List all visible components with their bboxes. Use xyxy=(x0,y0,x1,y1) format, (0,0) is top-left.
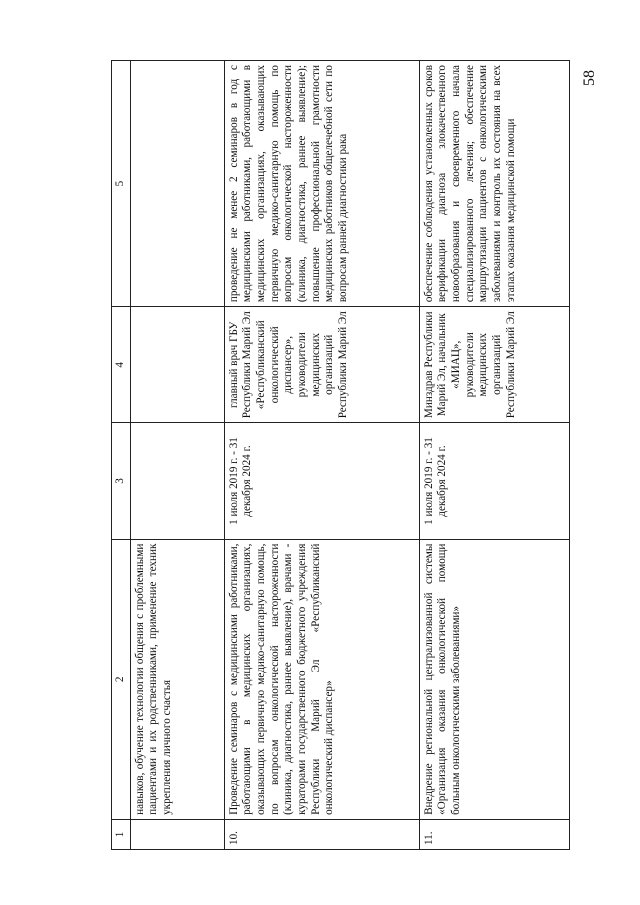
column-header-3: 3 xyxy=(112,423,131,539)
row-number xyxy=(130,819,224,849)
table-header-row xyxy=(112,61,131,850)
responsible-cell xyxy=(130,307,224,423)
event-cell: Проведение семинаров с медицинскими работниками, работающими в медицинских организациях, оказывающих первичную медико-санитарную помощь, по вопросам онкологической настороженности (клиника, диагностика, раннее выявление), врачами - кураторами государственного бюджетного учреждения Республики Марий Эл «Республиканский онкологический диспансер» xyxy=(224,539,419,819)
event-cell: Внедрение региональной централизованной системы «Организация оказания онкологической помощи больным онкологическими заболеваниями» xyxy=(419,539,569,819)
plan-table xyxy=(111,60,570,850)
row-number: 10. xyxy=(224,819,419,849)
event-cell: навыков, обучение технологии общения с проблемными пациентами и их родственниками, применение техник укрепления личного счастья xyxy=(130,539,224,819)
result-cell: обеспечение соблюдения установленных сроков верификации диагноза злокачественного новообразования и своевременного начала специализированного лечения; обеспечение маршрутизации пациентов с онкологическими заболеваниями и контроль их состояния на всех этапах оказания медицинской помощи xyxy=(419,61,569,307)
column-header-1: 1 xyxy=(112,819,131,849)
column-header-4: 4 xyxy=(112,307,131,423)
table-row xyxy=(224,61,419,850)
result-cell: проведение не менее 2 семинаров в год с медицинскими работниками, работающими в медицинских организациях, оказывающих первичную медико-санитарную помощь по вопросам онкологической настороженности (клиника, диагностика, раннее выявление); повышение профессиональной грамотности медицинских работников общелечебной сети по вопросам ранней диагностики рака xyxy=(224,61,419,307)
responsible-cell: главный врач ГБУ Республики Марий Эл «Республиканский онкологический диспансер», руководители медицинских организаций Республики Марий Эл xyxy=(224,307,419,423)
result-cell xyxy=(130,61,224,307)
responsible-cell: Минздрав Республики Марий Эл, начальник «МИАЦ», руководители медицинских организаций Республики Марий Эл xyxy=(419,307,569,423)
row-number: 11. xyxy=(419,819,569,849)
period-cell xyxy=(130,423,224,539)
rotated-table-container xyxy=(111,60,571,850)
period-cell: 1 июля 2019 г. - 31 декабря 2024 г. xyxy=(419,423,569,539)
column-header-5: 5 xyxy=(112,61,131,307)
page-number: 58 xyxy=(581,70,598,86)
column-header-2: 2 xyxy=(112,539,131,819)
table-row xyxy=(130,61,224,850)
table-row xyxy=(419,61,569,850)
period-cell: 1 июля 2019 г. - 31 декабря 2024 г. xyxy=(224,423,419,539)
